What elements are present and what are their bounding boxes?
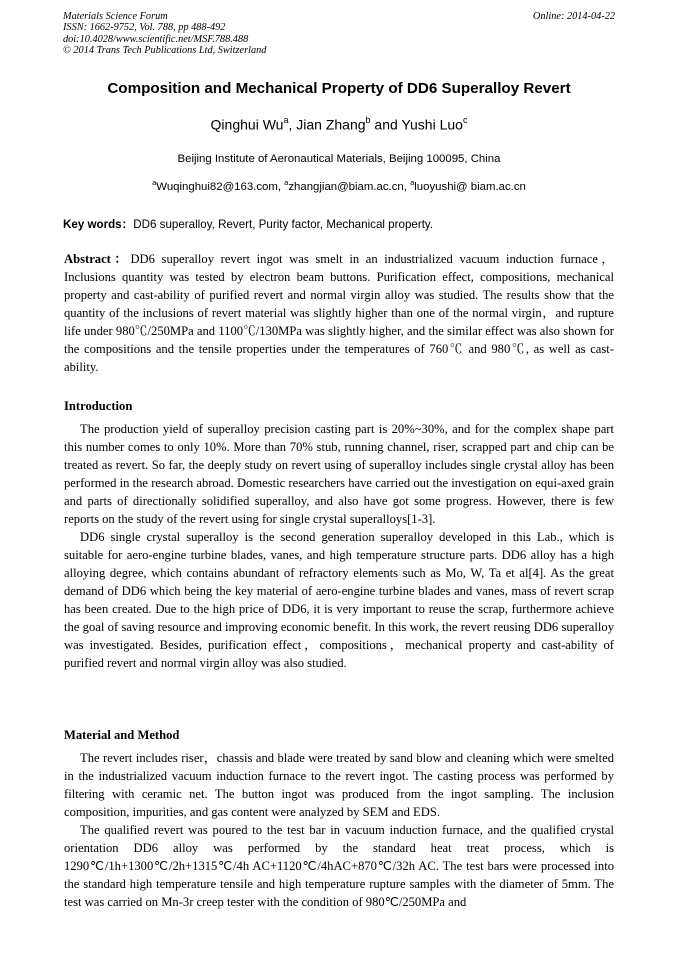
introduction-body	[64, 420, 614, 672]
keywords-label: Key words：	[63, 218, 134, 231]
email-address: zhangjian@biam.ac.cn,	[288, 180, 411, 193]
section-heading-method: Material and Method	[64, 728, 180, 742]
online-date: Online: 2014-04-22	[532, 11, 615, 22]
doi-line: doi:10.4028/www.scientific.net/MSF.788.488	[63, 33, 249, 45]
author-name: Yushi Luo	[401, 116, 463, 133]
email-list	[30, 178, 648, 193]
paragraph: DD6 single crystal superalloy is the second generation superalloy developed in this Lab., which is suitable for aero-engine turbine blades, vanes, and high temperature structure parts. DD6 alloy has a high alloying degree, which contains abundant of refractory elements such as Mo, W, Ta et al[4]. As the great demand of DD6 which being the key material of aero-engine turbine blades and vanes, mass of revert scrap has been created. Due to the high price of DD6, it is very important to reuse the scrap, furthermore achieve the goal of saving resource and improving economic benefit. In this work, the revert reusing DD6 superalloy was investigated. Besides, purification effect，compositions，mechanical property and cast-ability of purified revert and normal virgin alloy was also studied.	[64, 530, 614, 670]
author-separator: and	[370, 116, 402, 133]
keywords-text: DD6 superalloy, Revert, Purity factor, Mechanical property.	[133, 218, 434, 231]
email-address: Wuqinghui82@163.com,	[156, 180, 285, 193]
author-superscript: b	[365, 115, 371, 125]
affiliation: Beijing Institute of Aeronautical Materials, Beijing 100095, China	[177, 153, 501, 165]
copyright-line: © 2014 Trans Tech Publications Ltd, Switzerland	[63, 45, 267, 57]
abstract-label: Abstract：	[64, 252, 131, 266]
paragraph: The production yield of superalloy precision casting part is 20%~30%, and for the complex shape part this number comes to only 10%. More than 70% stub, running channel, riser, scrapped part and chip can be treated as revert. So far, the deeply study on revert using of superalloy includes single crystal alloy has been performed in the research abroad. Domestic researchers have carried out the investigation on equi-axed grain and parts of directionally solidified superalloy, and also have got some progress. However, there is few reports on the study of the revert using for single crystal superalloys[1-3].	[64, 422, 614, 526]
email-superscript: a	[152, 178, 157, 187]
author-superscript: c	[462, 115, 468, 125]
method-body	[64, 749, 614, 911]
abstract	[64, 250, 614, 376]
section-heading-introduction: Introduction	[64, 399, 133, 413]
paper-title: Composition and Mechanical Property of DD6 Superalloy Revert	[107, 80, 571, 97]
paragraph: The revert includes riser，chassis and blade were treated by sand blow and cleaning which were smelted in the industrialized vacuum induction furnace to the revert ingot. The casting process was performed by filtering with ceramic net. The button ingot was produced from the ingot sampling. The inclusion composition, impurities, and gas content were analyzed by SEM and EDS.	[64, 751, 614, 819]
paragraph: The qualified revert was poured to the test bar in vacuum induction furnace, and the qualified crystal orientation DD6 alloy was performed by the standard heat treat process, which is 1290℃/1h+1300℃/2h+1315℃/4h AC+1120℃/4hAC+870℃/32h AC. The test bars were processed into the standard high temperature tensile and high temperature rupture samples with the diameter of 5mm. The test was carried on Mn-3r creep tester with the condition of 980℃/250MPa and	[64, 823, 614, 909]
author-separator: ,	[288, 116, 297, 133]
running-header	[63, 11, 615, 57]
author-superscript: a	[283, 115, 289, 125]
email-superscript: a	[284, 178, 289, 187]
email-superscript: a	[410, 178, 415, 187]
issn-line: ISSN: 1662-9752, Vol. 788, pp 488-492	[63, 22, 226, 34]
author-name: Jian Zhang	[296, 116, 366, 133]
author-name: Qinghui Wu	[210, 116, 284, 133]
journal-name: Materials Science Forum	[63, 11, 168, 22]
author-list	[30, 116, 648, 133]
email-address: luoyushi@ biam.ac.cn	[414, 180, 526, 193]
keywords	[63, 216, 615, 232]
abstract-text: DD6 superalloy revert ingot was smelt in an industrialized vacuum induction furnace，Inclusions quantity was tested by electron beam buttons. Purification effect, compositions, mechanical property and cast-ability of purified revert and normal virgin alloy was studied. The results show that the quantity of the inclusions of revert material was slightly higher than one of the normal virgin，and rupture life under 980℃/250MPa and 1100℃/130MPa was slightly higher, and the similar effect was also shown for the compositions and the tensile properties under the temperatures of 760℃ and 980℃, as well as cast-ability.	[64, 252, 614, 374]
